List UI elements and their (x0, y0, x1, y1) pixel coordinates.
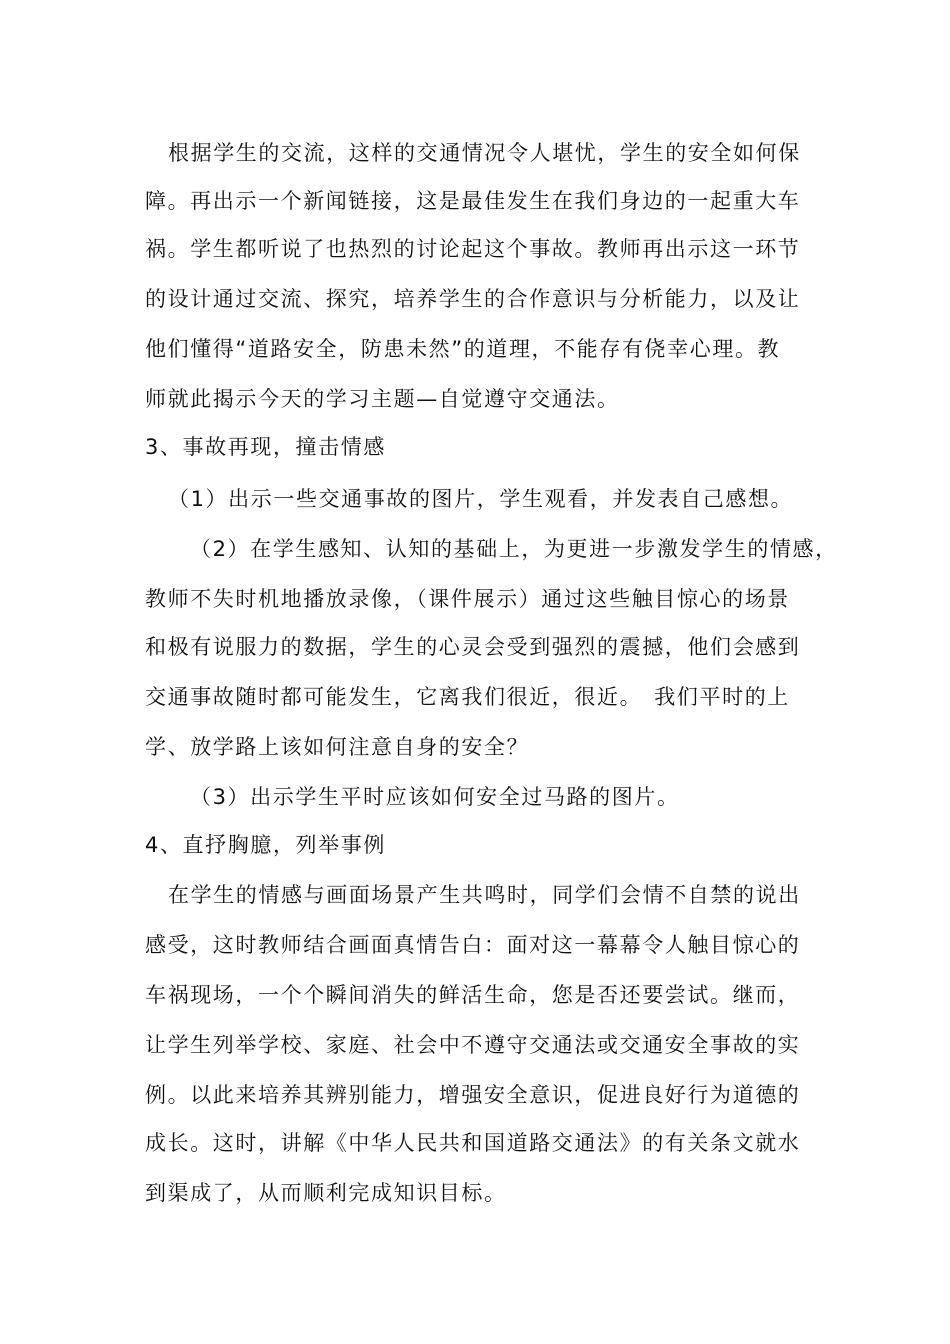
paragraph-line: 学、放学路上该如何注意自身的安全？ (145, 735, 530, 759)
paragraph-line: 根据学生的交流，这样的交通情况令人堪忧，学生的安全如何保 (168, 141, 801, 165)
paragraph-line: 教师不失时机地播放录像，（课件展示）通过这些触目惊心的场景 (145, 587, 790, 611)
section-heading: 4、直抒胸臆，列举事例 (145, 833, 386, 857)
paragraph-line: 在学生的情感与画面场景产生共鸣时，同学们会情不自禁的说出 (168, 883, 801, 907)
paragraph-line: 例。以此来培养其辨别能力，增强安全意识，促进良好行为道德的 (145, 1083, 801, 1107)
paragraph-line: 交通事故随时都可能发生，它离我们很近，很近。 我们平时的上 (145, 685, 790, 709)
paragraph-line: 到渠成了，从而顺利完成知识目标。 (145, 1181, 507, 1205)
list-item: （2）在学生感知、认知的基础上，为更进一步激发学生的情感， (190, 537, 838, 561)
paragraph-line: 和极有说服力的数据，学生的心灵会受到强烈的震撼，他们会感到 (145, 635, 801, 659)
paragraph-line: 的设计通过交流、探究，培养学生的合作意识与分析能力，以及让 (145, 287, 801, 311)
list-item: （3）出示学生平时应该如何安全过马路的图片。 (190, 785, 680, 809)
paragraph-line: 祸。学生都听说了也热烈的讨论起这个事故。教师再出示这一环节 (145, 237, 801, 261)
paragraph-line: 师就此揭示今天的学习主题—自觉遵守交通法。 (145, 387, 620, 411)
paragraph-line: 车祸现场，一个个瞬间消失的鲜活生命，您是否还要尝试。继而， (145, 983, 801, 1007)
section-heading: 3、事故再现，撞击情感 (145, 435, 386, 459)
paragraph-line: 成长。这时，讲解《中华人民共和国道路交通法》的有关条文就水 (145, 1131, 801, 1155)
list-item: （1）出示一些交通事故的图片，学生观看，并发表自己感想。 (168, 487, 794, 511)
paragraph-line: 感受，这时教师结合画面真情告白：面对这一幕幕令人触目惊心的 (145, 933, 801, 957)
paragraph-line: 障。再出示一个新闻链接，这是最佳发生在我们身边的一起重大车 (145, 189, 801, 213)
paragraph-line: 让学生列举学校、家庭、社会中不遵守交通法或交通安全事故的实 (145, 1033, 801, 1057)
paragraph-line: 他们懂得“道路安全，防患未然”的道理，不能存有侥幸心理。教 (145, 337, 781, 361)
